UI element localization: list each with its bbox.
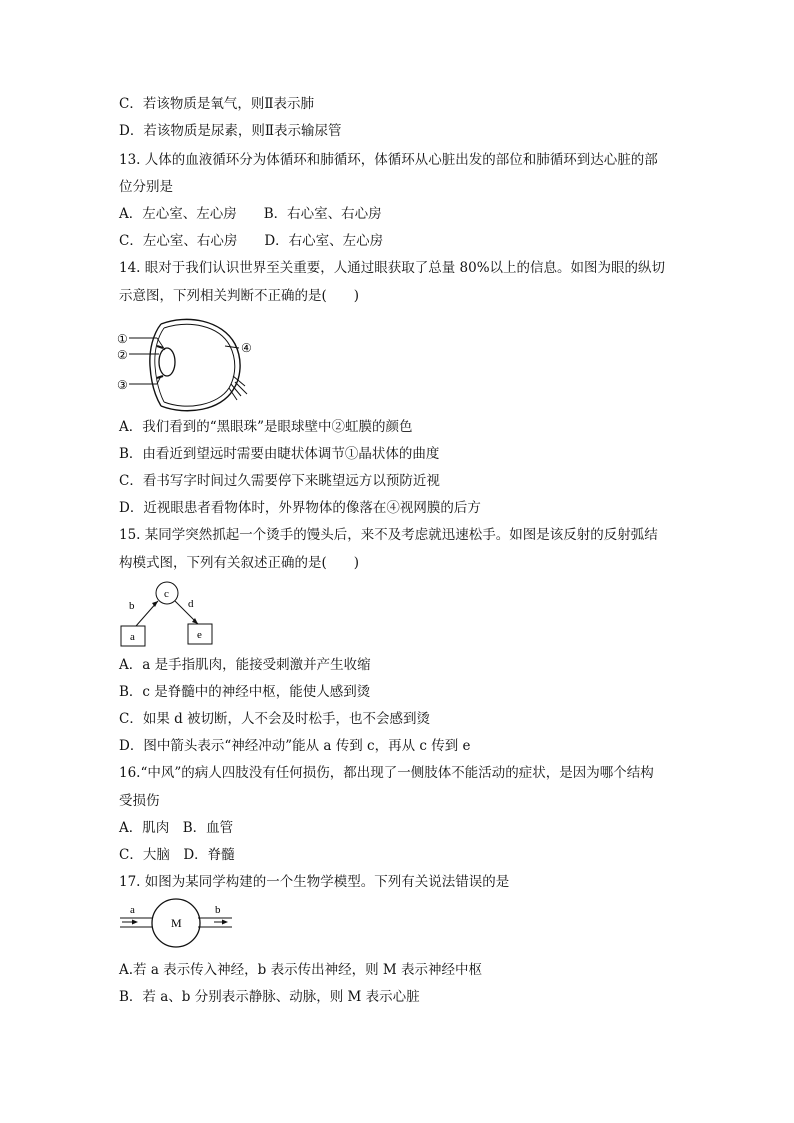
q14-option-c: C．看书写字时间过久需要停下来眺望远方以预防近视 (119, 473, 440, 489)
q14-stem-line2: 示意图，下列相关判断不正确的是( ) (119, 288, 360, 304)
reflex-label-c: c (164, 588, 169, 600)
q14-option-b: B．由看近到望远时需要由睫状体调节①晶状体的曲度 (119, 446, 440, 462)
q15-option-d: D．图中箭头表示“神经冲动”能从 a 传到 c，再从 c 传到 e (119, 738, 471, 754)
reflex-label-e: e (197, 629, 202, 641)
q15-stem-line1: 15. 某同学突然抓起一个烫手的馒头后，来不及考虑就迅速松手。如图是该反射的反射弧结 (119, 527, 658, 543)
reflex-label-b: b (129, 600, 135, 612)
model-diagram (118, 896, 238, 954)
q15-option-c: C．如果 d 被切断，人不会及时松手，也不会感到烫 (119, 711, 431, 727)
eye-label-3: ③ (117, 378, 128, 392)
q15-option-a: A．a 是手指肌肉，能接受刺激并产生收缩 (119, 657, 371, 673)
q16-stem-line1: 16.“中风”的病人四肢没有任何损伤，都出现了一侧肢体不能活动的症状，是因为哪个结构 (119, 765, 654, 781)
reflex-label-a: a (130, 631, 135, 643)
model-label-m: M (171, 916, 182, 930)
q13-stem-line1: 13. 人体的血液循环分为体循环和肺循环，体循环从心脏出发的部位和肺循环到达心脏的部 (119, 152, 658, 168)
reflex-arc-diagram (118, 578, 218, 654)
q14-stem-line1: 14. 眼对于我们认识世界至关重要，人通过眼获取了总量 80%以上的信息。如图为眼的纵切 (119, 260, 666, 276)
q12-option-c: C．若该物质是氧气，则Ⅱ表示肺 (119, 96, 315, 112)
model-label-a: a (130, 904, 135, 916)
q13-stem-line2: 位分别是 (119, 179, 173, 195)
q13-options-cd: C．左心室、右心房 D．右心室、左心房 (119, 233, 384, 249)
q16-stem-line2: 受损伤 (119, 793, 160, 809)
reflex-label-d: d (188, 598, 194, 610)
q17-option-a: A.若 a 表示传入神经，b 表示传出神经，则 M 表示神经中枢 (119, 962, 483, 978)
eye-label-2: ② (117, 348, 128, 362)
q15-option-b: B．c 是脊髓中的神经中枢，能使人感到烫 (119, 684, 371, 700)
q14-option-a: A．我们看到的“黑眼珠”是眼球壁中②虹膜的颜色 (119, 419, 413, 435)
q17-stem: 17. 如图为某同学构建的一个生物学模型。下列有关说法错误的是 (119, 874, 510, 890)
model-label-b: b (215, 904, 221, 916)
q16-options-cd: C．大脑 D．脊髓 (119, 847, 235, 863)
q13-options-ab: A．左心室、左心房 B．右心室、右心房 (119, 206, 382, 222)
q17-option-b: B．若 a、b 分别表示静脉、动脉，则 M 表示心脏 (119, 989, 420, 1005)
q16-options-ab: A．肌肉 B．血管 (119, 820, 234, 836)
eye-section-diagram (117, 316, 267, 420)
eye-label-1: ① (117, 332, 128, 346)
q14-option-d: D．近视眼患者看物体时，外界物体的像落在④视网膜的后方 (119, 500, 481, 516)
q12-option-d: D．若该物质是尿素，则Ⅱ表示输尿管 (119, 123, 342, 139)
q15-stem-line2: 构模式图，下列有关叙述正确的是( ) (119, 555, 360, 571)
eye-label-4: ④ (241, 341, 252, 355)
